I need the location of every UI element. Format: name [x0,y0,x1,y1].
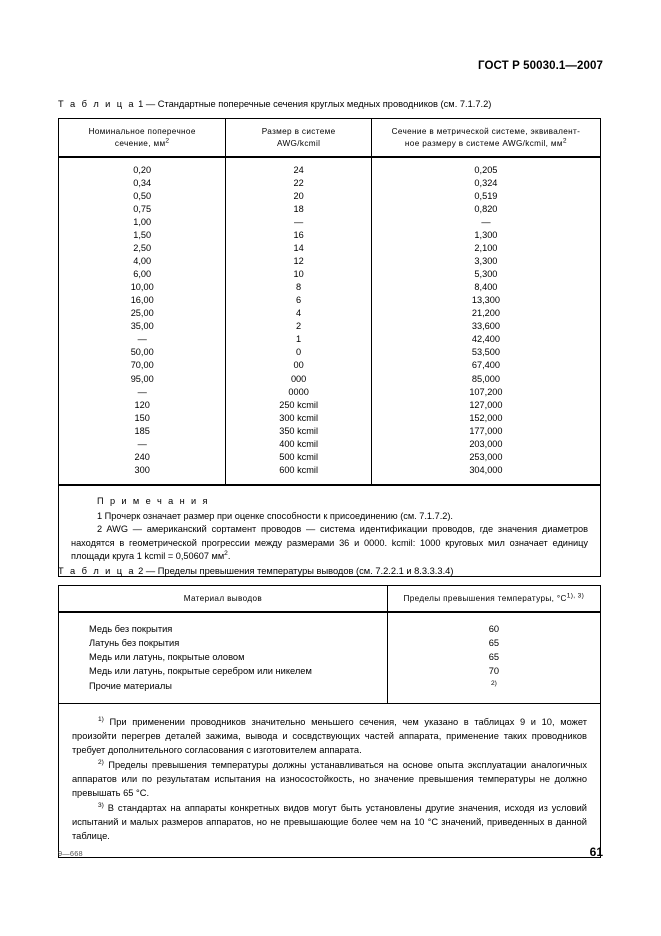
table-2-header-row [59,586,600,613]
table-1-note-1: 1 Прочерк означает размер при оценке способности к присоединению (см. 7.1.7.2). [97,510,453,521]
table-2-cell-limit: 70 [488,666,500,677]
table-1-column-nominal [59,158,226,484]
table-1-cell-metric: 13,300 [471,295,500,306]
table-1-cell-metric: 85,000 [471,373,500,384]
table-1-column-metric [372,158,600,484]
superscript-2: 2 [165,137,170,145]
superscript-footnote-3: 3) [98,801,104,809]
table-1-cell-awg: 00 [293,360,304,371]
table-1-header-nominal-section [59,119,226,156]
table-1-cell-awg: 10 [293,269,304,280]
table-1-cell-nominal: 120 [134,399,150,410]
table-2-cell-material: Медь без покрытия [89,623,173,634]
table-2-caption-number: 2 [138,566,144,576]
table-1-cell-metric: 67,400 [471,360,500,371]
table-1-header-awg-line2: AWG/kcmil [276,138,321,148]
table-1-cell-awg: 300 kcmil [279,412,319,423]
table-1-cell-nominal: 185 [134,425,150,436]
table-1-cell-nominal: 16,00 [130,295,154,306]
table-2-footnote-2: $^{2)}$ Пределы превышения температуры должны устанавливаться на основе опыта эксплуатации аналогичных аппаратов или по результатам испытания на износостойкость, но значение превышения температуры не должно превышать 65 °С. [72,758,587,799]
table-1-cell-nominal: 25,00 [130,308,154,319]
superscript-2: 2 [562,137,567,145]
table-2-column-limit [388,613,600,703]
table-2-header-temperature-limits: Пределы превышения температуры, $^\circ C^{1), 3)}$ [403,592,585,603]
table-1-cell-awg: 6 [296,295,302,306]
table-1-header-row [59,119,600,158]
table-1-cell-nominal: 1,50 [133,230,152,241]
table-2-cell-material: Медь или латунь, покрытые серебром или никелем [89,666,312,677]
table-1-cell-awg: 14 [293,243,304,254]
table-1-cell-nominal: 240 [134,451,150,462]
table-1-cell-nominal: 150 [134,412,150,423]
table-1 [58,118,601,577]
table-1-header-nominal-line2: сечение, $мм^2$ [114,137,170,148]
table-1-caption [58,99,491,109]
table-1-header-metric-line2: ное размеру в системе AWG/kcmil, $мм^2$ [404,137,567,148]
table-1-header-awg-line1: Размер в системе [261,127,336,136]
table-1-cell-metric: 42,400 [471,334,500,345]
table-1-cell-metric: 3,300 [474,256,498,267]
table-1-notes [59,485,600,576]
table-1-cell-metric: 152,000 [469,412,503,423]
table-2-caption-text: — Пределы превышения температуры выводов (см. 7.2.2.1 и 8.3.3.3.4) [145,566,454,576]
table-1-cell-awg: 500 kcmil [279,451,319,462]
table-1-cell-metric: 0,820 [474,203,498,214]
table-1-cell-nominal: — [137,386,147,397]
table-1-cell-awg: 250 kcmil [279,399,319,410]
table-1-cell-awg: 0000 [288,386,309,397]
table-1-cell-metric: 127,000 [469,399,503,410]
table-1-cell-awg: 600 kcmil [279,464,319,475]
table-2-footnotes [59,703,600,857]
table-1-cell-awg: 24 [293,164,304,175]
table-1-header-metric-equivalent [372,119,600,156]
table-1-cell-nominal: 0,34 [133,177,152,188]
table-2-cell-material: Прочие материалы [89,680,172,691]
table-1-cell-awg: 2 [296,321,302,332]
table-1-cell-awg: 1 [296,334,302,345]
table-1-cell-metric: 53,500 [471,347,500,358]
table-1-cell-metric: 203,000 [469,438,503,449]
table-2-caption [58,566,453,576]
table-1-header-nominal-line1: Номинальное поперечное [88,127,196,136]
superscript-footnote-1: 1) [98,715,104,723]
table-1-notes-title: П р и м е ч а н и я [97,495,210,506]
table-1-cell-metric: 177,000 [469,425,503,436]
table-1-cell-metric: 1,300 [474,230,498,241]
table-1-cell-nominal: — [137,334,147,345]
table-1-cell-metric: 304,000 [469,464,503,475]
table-1-caption-number: 1 [138,99,144,109]
table-1-cell-nominal: 0,50 [133,190,152,201]
table-1-header-awg-size [226,119,371,156]
table-1-cell-nominal: 0,20 [133,164,152,175]
table-1-cell-metric: 8,400 [474,282,498,293]
table-1-cell-nominal: 300 [134,464,150,475]
table-1-cell-awg: 8 [296,282,302,293]
table-1-cell-nominal: 95,00 [130,373,154,384]
table-2-cell-limit [388,679,600,693]
table-1-cell-nominal: 1,00 [133,216,152,227]
table-2-cell-material: Латунь без покрытия [89,638,180,649]
table-1-cell-awg: — [294,216,304,227]
superscript-footnote-refs: 1), 3) [566,592,585,600]
table-1-cell-metric: — [481,216,491,227]
printing-signature-mark: 9—668 [58,849,83,858]
table-2-header-material: Материал выводов [59,586,388,611]
document-header-standard-number: ГОСТ Р 50030.1—2007 [478,60,603,72]
table-1-cell-metric: 0,519 [474,190,498,201]
table-1-cell-awg: 18 [293,203,304,214]
table-1-note-2: 2 AWG — американский сортамент проводов — система идентификации проводов, где значения диаметров находятся в геометрической прогрессии между размерами 36 и 0000. kcmil: 1000 круговых мил означает единицу площади круга 1 kcmil = 0,50607 $мм^2$. [71,524,588,562]
table-1-cell-nominal: 6,00 [133,269,152,280]
table-1-cell-awg: 350 kcmil [279,425,319,436]
table-1-caption-label: Т а б л и ц а [58,99,136,109]
table-1-cell-nominal: 0,75 [133,203,152,214]
table-1-cell-metric: 33,600 [471,321,500,332]
table-1-cell-metric: 5,300 [474,269,498,280]
table-1-cell-nominal: 10,00 [130,282,154,293]
page-number: 61 [589,845,603,859]
table-2-cell-limit: 60 [488,623,500,634]
table-2-footnote-3: $^{3)}$ В стандартах на аппараты конкретных видов могут быть установлены другие значения, исходя из условий испытаний и малых размеров аппаратов, но не превышающие более чем на 10 °С значений, приведенных в данной таблице. [72,801,587,842]
table-1-cell-awg: 20 [293,190,304,201]
table-1-cell-nominal: — [137,438,147,449]
table-1-cell-awg: 000 [290,373,307,384]
superscript-footnote-2: 2) [490,679,497,687]
table-1-cell-nominal: 4,00 [133,256,152,267]
superscript-2: 2 [224,550,228,558]
table-2-cell-material: Медь или латунь, покрытые оловом [89,652,245,663]
table-1-body [59,158,600,485]
table-1-cell-nominal: 35,00 [130,321,154,332]
table-1-cell-awg: 12 [293,256,304,267]
table-2-caption-label: Т а б л и ц а [58,566,136,576]
table-1-caption-text: — Стандартные поперечные сечения круглых медных проводников (см. 7.1.7.2) [145,99,492,109]
table-1-cell-metric: 0,205 [474,164,498,175]
table-1-cell-metric: 0,324 [474,177,498,188]
table-2 [58,585,601,858]
table-1-cell-metric: 21,200 [471,308,500,319]
table-2-cell-limit: 65 [488,652,500,663]
table-1-cell-metric: 107,200 [469,386,503,397]
table-1-cell-nominal: 2,50 [133,243,152,254]
table-1-cell-awg: 0 [296,347,302,358]
table-1-cell-awg: 4 [296,308,302,319]
table-2-column-material [59,613,388,703]
table-1-cell-metric: 2,100 [474,243,498,254]
table-1-column-awg [226,158,371,484]
table-1-cell-awg: 400 kcmil [279,438,319,449]
table-1-cell-metric: 253,000 [469,451,503,462]
superscript-footnote-2: 2) [98,758,104,766]
table-2-body [59,613,600,703]
table-1-cell-nominal: 50,00 [130,347,154,358]
table-1-cell-awg: 16 [293,230,304,241]
table-1-cell-nominal: 70,00 [130,360,154,371]
table-1-header-metric-line1: Сечение в метрической системе, эквивалент- [391,127,581,136]
table-1-cell-awg: 22 [293,177,304,188]
table-2-cell-limit: 65 [488,638,500,649]
table-2-footnote-1: $^{1)}$ При применении проводников значительно меньшего сечения, чем указано в таблицах 9 и 10, может произойти перегрев деталей зажима, вывода и сосвдствующих частей аппарата, применение таких проводников требует дополнительного согласования с изготовителем аппарата. [72,715,587,756]
